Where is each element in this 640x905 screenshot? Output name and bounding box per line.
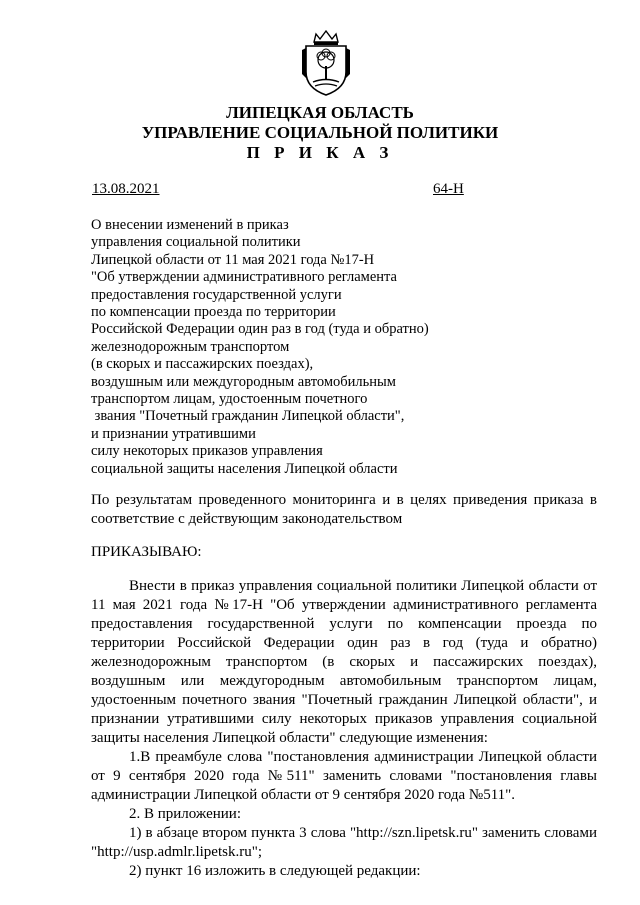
title-line: предоставления государственной услуги [91,286,342,303]
title-line: и признании утратившими [91,425,256,442]
preamble-paragraph: По результатам проведенного мониторинга и в целях приведения приказа в соответствие с действующим законодательством [91,492,597,527]
order-number: 64-Н [433,181,464,197]
order-body [91,577,597,881]
order-directive: ПРИКАЗЫВАЮ: [91,544,202,560]
title-line: железнодорожным транспортом [91,338,290,355]
title-line: Российской Федерации один раз в год (туда и обратно) [91,321,429,338]
title-line: О внесении изменений в приказ [91,217,289,233]
title-line: воздушным или междугородным автомобильным [91,373,396,390]
title-line: "Об утверждении административного регламента [91,269,397,286]
title-line: транспортом лицам, удостоенным почетного [91,391,368,408]
body-paragraph: 1.В преамбуле слова "постановления администрации Липецкой области от 9 сентября 2020 года №511" заменить словами "постановления главы администрации Липецкой области от 9 сентября 2020 года №511". [91,749,597,803]
title-line: Липецкой области от 11 мая 2021 года №17-Н [91,251,375,268]
title-line: силу некоторых приказов управления [91,443,323,460]
title-line: управления социальной политики [91,234,301,251]
doc-type-heading: П Р И К А З [246,143,394,162]
body-paragraph: 2. В приложении: [129,806,241,822]
title-line: (в скорых и пассажирских поездах), [91,356,314,373]
body-paragraph: 2) пункт 16 изложить в следующей редакции: [129,863,421,879]
title-line: звания "Почетный гражданин Липецкой области", [91,408,405,425]
title-line: по компенсации проезда по территории [91,304,336,321]
title-line: социальной защиты населения Липецкой области [91,460,398,477]
coat-of-arms-icon [296,28,356,98]
body-paragraph: 1) в абзаце втором пункта 3 слова "http://szn.lipetsk.ru" заменить словами "http://usp.admlr.lipetsk.ru"; [91,825,597,860]
order-title [91,217,429,478]
department-heading: УПРАВЛЕНИЕ СОЦИАЛЬНОЙ ПОЛИТИКИ [141,123,499,142]
order-date: 13.08.2021 [92,181,160,197]
body-paragraph: Внести в приказ управления социальной политики Липецкой области от 11 мая 2021 года №17-Н "Об утверждении административного регламента предоставления государственной услуги по компенсации проезда по территории Российской Федерации один раз в год (туда и обратно) железнодорожным транспортом (в скорых и пассажирских поездах), воздушным или междугородным автомобильным транспортом лицам, удостоенным почетного звания "Почетный гражданин Липецкой области", и признании утратившими силу некоторых приказов управления социальной защиты населения Липецкой области" следующие изменения: [91,578,597,746]
region-heading: ЛИПЕЦКАЯ ОБЛАСТЬ [226,103,414,122]
